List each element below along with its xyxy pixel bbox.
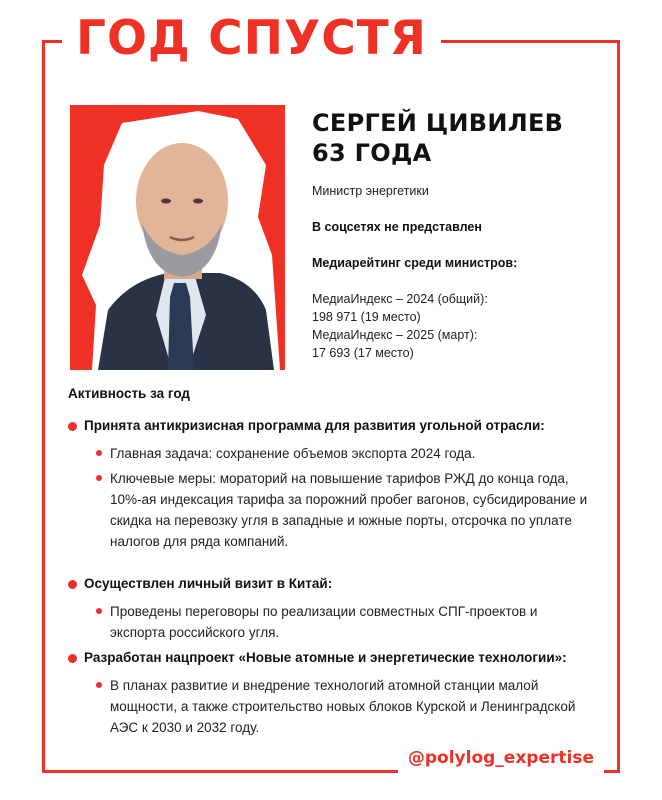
bullet-dot-icon — [96, 450, 102, 456]
channel-handle[interactable]: @polylog_expertise — [398, 742, 604, 774]
person-fullname: СЕРГЕЙ ЦИВИЛЕВ — [312, 109, 564, 137]
activity-sub-text: Ключевые меры: мораторий на повышение тарифов РЖД до конца года, 10%-ая индексация тарифа за порожний пробег вагонов, субсидирование и скидка на перевозку угля в западные и южные порты, отсрочка по уплате налогов для ряда компаний. — [110, 471, 588, 549]
activity-heading-text: Разработан нацпроект «Новые атомные и энергетические технологии»: — [84, 650, 567, 665]
activity-sub-text: Главная задача: сохранение объемов экспорта 2024 года. — [110, 446, 476, 461]
activity-sub-item — [94, 601, 590, 643]
activity-section-3 — [68, 648, 628, 738]
rating-block — [312, 290, 488, 362]
bullet-dot-icon — [68, 422, 77, 431]
activity-sub-item — [94, 675, 590, 738]
bullet-dot-icon — [68, 580, 77, 589]
person-name — [312, 108, 602, 168]
activity-section-2 — [68, 574, 628, 643]
bullet-dot-icon — [96, 608, 102, 614]
activity-heading-text: Принята антикризисная программа для развития угольной отрасли: — [84, 418, 545, 433]
rating-line: 198 971 (19 место) — [312, 310, 421, 324]
page-title: ГОД СПУСТЯ — [62, 8, 441, 70]
activity-heading — [68, 416, 628, 436]
social-status: В соцсетях не представлен — [312, 220, 482, 234]
bullet-dot-icon — [96, 475, 102, 481]
activity-sub-item — [94, 468, 590, 552]
bullet-dot-icon — [68, 654, 77, 663]
activity-heading-text: Осуществлен личный визит в Китай: — [84, 576, 333, 591]
activity-title: Активность за год — [68, 386, 190, 401]
rating-line: 17 693 (17 место) — [312, 346, 414, 360]
activity-heading — [68, 648, 628, 668]
portrait-photo — [70, 105, 285, 370]
rating-line: МедиаИндекс – 2025 (март): — [312, 328, 478, 342]
person-age: 63 ГОДА — [312, 139, 432, 167]
rating-line: МедиаИндекс – 2024 (общий): — [312, 292, 488, 306]
activity-heading — [68, 574, 628, 594]
rating-title: Медиарейтинг среди министров: — [312, 256, 518, 270]
activity-sub-text: В планах развитие и внедрение технологий атомной станции малой мощности, а также строительство новых блоков Курской и Ленинградской АЭС к 2030 и 2032 году. — [110, 678, 576, 735]
activity-section-1 — [68, 416, 628, 552]
person-position: Министр энергетики — [312, 184, 429, 198]
activity-sub-item — [94, 443, 590, 464]
activity-sub-text: Проведены переговоры по реализации совместных СПГ-проектов и экспорта российского угля. — [110, 604, 538, 640]
bullet-dot-icon — [96, 682, 102, 688]
